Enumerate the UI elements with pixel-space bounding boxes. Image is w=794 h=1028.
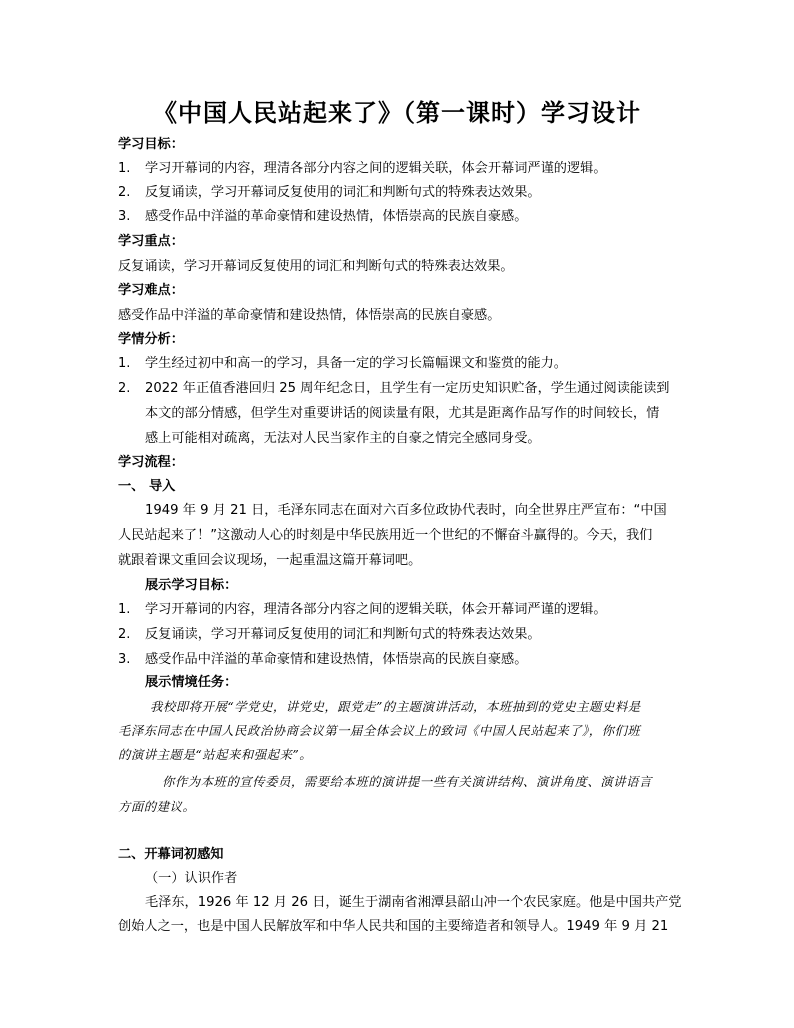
objective-number: 2. [118,185,131,200]
objective-text: 反复诵读，学习开幕词反复使用的词汇和判断句式的特殊表达效果。 [145,627,541,642]
task-text: 方面的建议。 [118,799,196,814]
objective-text: 感受作品中洋溢的革命豪情和建设热情，体悟崇高的民族自豪感。 [145,209,528,224]
objective-text: 感受作品中洋溢的革命豪情和建设热情，体悟崇高的民族自豪感。 [145,652,528,667]
objective-text: 学习开幕词的内容，理清各部分内容之间的逻辑关联，体会开幕词严谨的逻辑。 [145,161,607,176]
analysis-heading: 学情分析： [118,332,184,347]
analysis-text: 本文的部分情感，但学生对重要讲话的阅读量有限，尤其是距离作品写作的时间较长，情 [145,406,660,421]
task-text: 毛泽东同志在中国人民政治协商会议第一届全体会议上的致词《中国人民站起来了》，你们班 [118,723,641,738]
objective-number: 1. [118,161,131,176]
objective-number: 2. [118,627,131,642]
body-text: 就跟着课文重回会议现场，一起重温这篇开幕词吧。 [118,553,422,568]
document-title: 《中国人民站起来了》（第一课时）学习设计 [153,98,641,127]
objectives-heading: 学习目标： [118,137,184,152]
analysis-text: 2022 年正值香港回归 25 周年纪念日，且学生有一定历史知识贮备，学生通过阅读能读到 [145,381,670,396]
task-text: 你作为本班的宣传委员，需要给本班的演讲提一些有关演讲结构、演讲角度、演讲语言 [162,774,652,789]
body-text: 人民站起来了！”这激动人心的时刻是中华民族用近一个世纪的不懈奋斗赢得的。今天，我们 [118,528,653,543]
objective-text: 学习开幕词的内容，理清各部分内容之间的逻辑关联，体会开幕词严谨的逻辑。 [145,602,607,617]
difficulties-heading: 学习难点： [118,283,184,298]
objective-number: 1. [118,602,131,617]
key-points-text: 反复诵读，学习开幕词反复使用的词汇和判断句式的特殊表达效果。 [118,259,514,274]
analysis-number: 2. [118,381,131,396]
body-text: 1949 年 9 月 21 日，毛泽东同志在面对六百多位政协代表时，向全世界庄严宣布：“中国 [145,503,667,518]
analysis-number: 1. [118,356,131,371]
task-text: 我校即将开展“学党史，讲党史，跟党走”的主题演讲活动，本班抽到的党史主题史料是 [150,699,641,714]
analysis-text: 感上可能相对疏离，无法对人民当家作主的自豪之情完全感同身受。 [145,431,541,446]
section-heading: 二、开幕词初感知 [118,847,224,862]
process-heading: 学习流程： [118,455,184,470]
analysis-text: 学生经过初中和高一的学习，具备一定的学习长篇幅课文和鉴赏的能力。 [145,356,567,371]
key-points-heading: 学习重点： [118,234,184,249]
subheading: 展示学习目标： [145,578,238,593]
objective-text: 反复诵读，学习开幕词反复使用的词汇和判断句式的特殊表达效果。 [145,185,541,200]
objective-number: 3. [118,652,131,667]
difficulties-text: 感受作品中洋溢的革命豪情和建设热情，体悟崇高的民族自豪感。 [118,308,501,323]
objective-number: 3. [118,209,131,224]
subheading: （一）认识作者 [145,871,238,886]
body-text: 创始人之一，也是中国人民解放军和中华人民共和国的主要缔造者和领导人。1949 年 9 月 21 [118,919,669,934]
section-heading: 一、 导入 [118,479,176,494]
body-text: 毛泽东，1926 年 12 月 26 日，诞生于湖南省湘潭县韶山冲一个农民家庭。他是中国共产党 [145,895,682,910]
subheading: 展示情境任务： [145,675,238,690]
task-text: 的演讲主题是“站起来和强起来”。 [118,747,313,762]
